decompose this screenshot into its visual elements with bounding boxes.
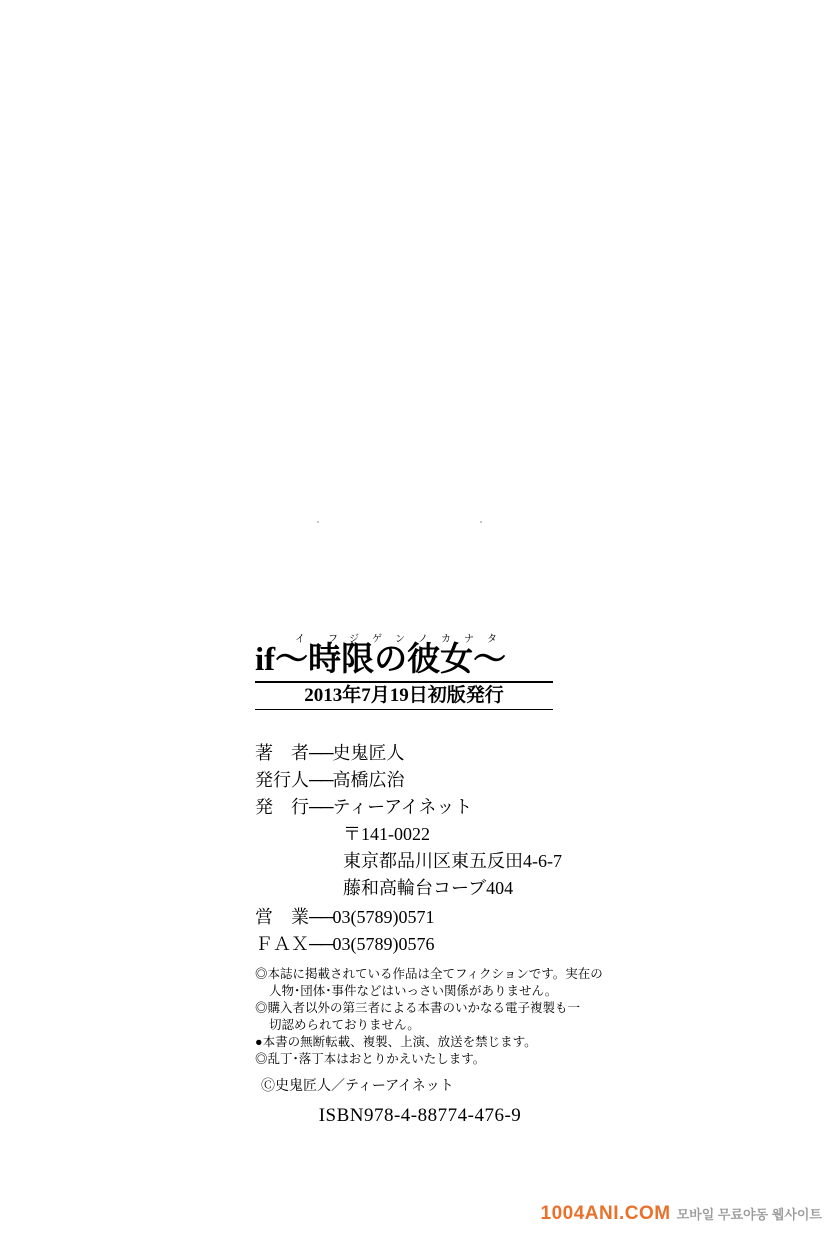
ruby-char: フ: [328, 634, 339, 645]
ruby-char: カ: [441, 634, 452, 645]
address-line: 〒141-0022: [343, 824, 430, 844]
contact-value: 03(5789)0576: [332, 934, 435, 954]
notice-line: 人物･団体･事件などはいっさい関係がありません。: [269, 984, 558, 998]
credit-row-publisher-person: [255, 767, 585, 794]
credit-separator: ──: [309, 743, 333, 763]
notice-text: 乱丁･落丁本はおとりかえいたします。: [267, 1052, 486, 1066]
address-line: 藤和高輪台コーブ404: [343, 878, 514, 898]
ruby-char: タ: [487, 634, 498, 645]
legal-notices: [255, 966, 603, 1068]
credit-value: 高橋広治: [332, 770, 405, 790]
watermark-domain: 1004ANI.COM: [540, 1203, 671, 1224]
site-watermark: [541, 1203, 822, 1225]
notice-text: 本誌に掲載されている作品は全てフィクションです。実在の: [267, 967, 603, 981]
watermark-tagline: 모바일 무료야동 웹사이트: [676, 1207, 822, 1222]
colophon-block: [255, 630, 603, 1127]
credit-value: ティーアイネット: [332, 797, 473, 817]
contact-row-fax: [255, 931, 585, 958]
title-block: [255, 630, 585, 710]
credit-separator: ──: [309, 797, 333, 817]
credit-row-publisher: [255, 794, 585, 821]
ruby-char: ゲ: [372, 634, 383, 645]
publication-date-divider: [255, 709, 553, 710]
contact-list: [255, 904, 585, 958]
ruby-char: ノ: [418, 634, 429, 645]
contact-separator: ──: [309, 907, 333, 927]
notice-text: 購入者以外の第三者による本書のいかなる電子複製も一: [267, 1001, 581, 1015]
ruby-char: イ: [295, 634, 306, 645]
page-title: if～時限の彼女～: [255, 642, 507, 678]
copyright-line: Ⓒ史鬼匠人／ティーアイネット: [261, 1079, 454, 1094]
registration-dot-right: [480, 521, 482, 523]
credit-row-author: [255, 740, 585, 767]
credit-separator: ──: [309, 770, 333, 790]
address-line: 東京都品川区東五反田4-6-7: [343, 851, 562, 871]
notice-mark: ◎: [255, 967, 268, 981]
notice-mark: ◎: [255, 1001, 268, 1015]
notice-line: [255, 1051, 585, 1068]
notice-line: 切認められておりません。: [269, 1018, 420, 1032]
notice-line: [255, 1034, 585, 1051]
contact-value: 03(5789)0571: [332, 907, 435, 927]
credit-label: 発 行: [255, 797, 309, 817]
ruby-char: ナ: [464, 634, 475, 645]
contact-row-sales: [255, 904, 585, 931]
notice-line: [255, 1000, 585, 1017]
contact-label: ＦＡＸ: [255, 934, 309, 954]
registration-dot-left: [317, 521, 319, 523]
ruby-char: ン: [395, 634, 406, 645]
credits-list: [255, 740, 585, 902]
ruby-char: ジ: [349, 634, 360, 645]
publication-date: 2013年7月19日初版発行: [304, 685, 504, 706]
notice-line: [255, 966, 603, 983]
credit-value: 史鬼匠人: [332, 743, 405, 763]
notice-text: 本書の無断転載、複製、上演、放送を禁じます。: [262, 1035, 537, 1049]
contact-separator: ──: [309, 934, 333, 954]
isbn-line: ISBN978-4-88774-476-9: [318, 1105, 522, 1126]
notice-mark: ◎: [255, 1052, 268, 1066]
contact-label: 営 業: [255, 907, 309, 927]
notice-mark: ●: [255, 1035, 263, 1049]
credit-label: 発行人: [255, 770, 309, 790]
credit-label: 著 者: [255, 743, 309, 763]
